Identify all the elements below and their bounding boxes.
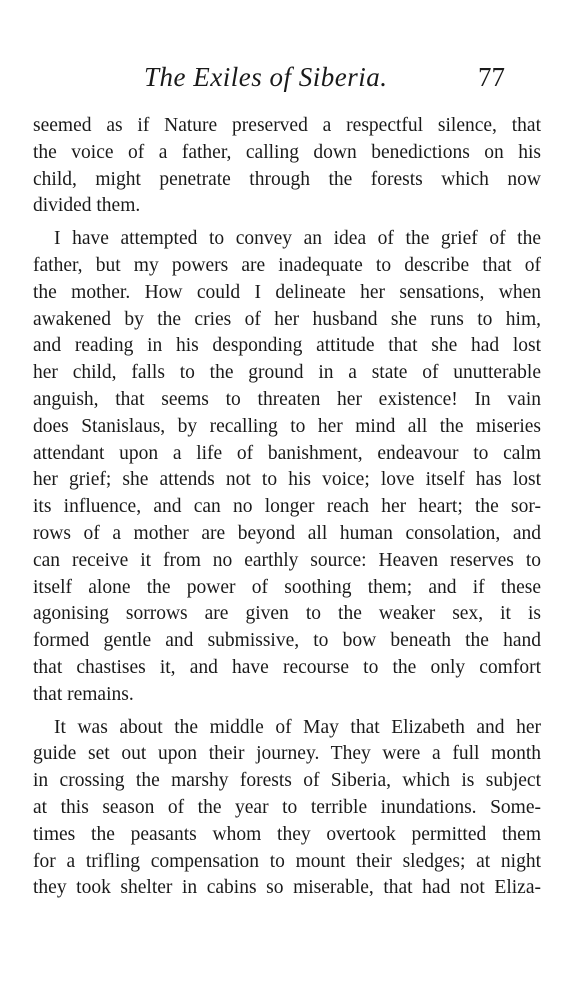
text-line: agonising sorrows are given to the weaker sex, it is xyxy=(33,603,541,625)
paragraph xyxy=(33,113,541,220)
text-line: the voice of a father, calling down benedictions on his xyxy=(33,141,541,163)
text-line: can receive it from no earthly source: Heaven reserves to xyxy=(33,549,541,571)
text-line: divided them. xyxy=(33,195,141,217)
text-line: the mother. How could I delineate her sensations, when xyxy=(33,281,541,303)
text-line: its influence, and can no longer reach her heart; the sor- xyxy=(33,496,541,518)
text-line: and reading in his desponding attitude that she had lost xyxy=(33,335,541,357)
text-line: at this season of the year to terrible inundations. Some- xyxy=(33,796,541,818)
page-number: 77 xyxy=(478,62,505,92)
text-line: they took shelter in cabins so miserable, that had not Eliza- xyxy=(33,877,541,899)
paragraph xyxy=(33,226,541,708)
text-line: guide set out upon their journey. They were a full month xyxy=(33,743,541,765)
text-line: that chastises it, and have recourse to the only comfort xyxy=(33,656,541,678)
text-line: child, might penetrate through the forests which now xyxy=(33,168,541,190)
text-line: in crossing the marshy forests of Siberia, which is subject xyxy=(33,770,541,792)
text-line: seemed as if Nature preserved a respectful silence, that xyxy=(33,115,541,136)
text-line: her child, falls to the ground in a state of unutterable xyxy=(33,362,541,384)
text-line: attendant upon a life of banishment, endeavour to calm xyxy=(33,442,541,464)
body-text xyxy=(33,113,541,902)
text-line: anguish, that seems to threaten her existence! In vain xyxy=(33,388,541,410)
paragraph xyxy=(33,715,541,903)
text-line: formed gentle and submissive, to bow beneath the hand xyxy=(33,630,541,652)
text-line: her grief; she attends not to his voice; love itself has lost xyxy=(33,469,541,491)
text-line: itself alone the power of soothing them; and if these xyxy=(33,576,541,598)
text-line: does Stanislaus, by recalling to her mind all the miseries xyxy=(33,415,541,437)
text-line: for a trifling compensation to mount their sledges; at night xyxy=(33,850,541,872)
running-title: The Exiles of Siberia. xyxy=(144,62,388,92)
text-line: rows of a mother are beyond all human consolation, and xyxy=(33,522,541,544)
page-header xyxy=(0,62,584,102)
text-line: times the peasants whom they overtook permitted them xyxy=(33,823,541,845)
text-line: It was about the middle of May that Elizabeth and her xyxy=(54,716,541,738)
text-line: that remains. xyxy=(33,683,134,705)
text-line: father, but my powers are inadequate to describe that of xyxy=(33,254,541,276)
text-line: awakened by the cries of her husband she runs to him, xyxy=(33,308,541,330)
text-line: I have attempted to convey an idea of the grief of the xyxy=(54,228,541,250)
